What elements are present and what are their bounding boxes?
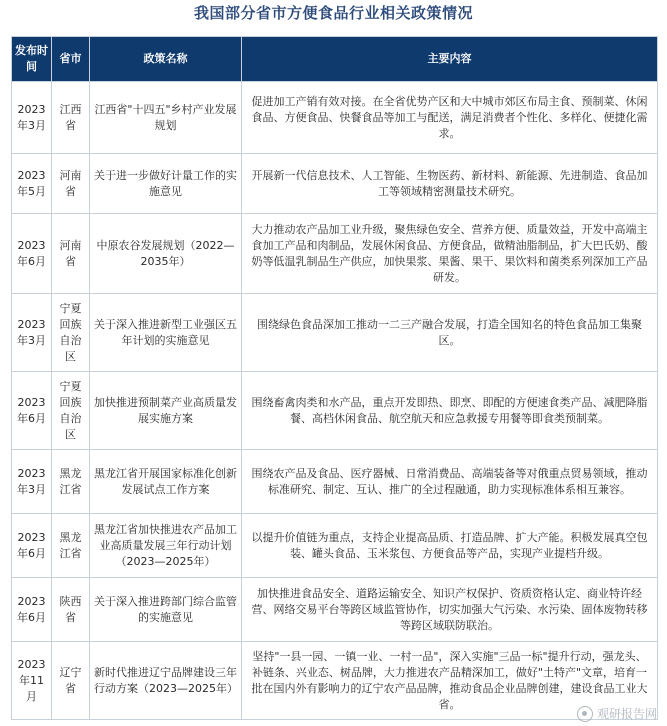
cell-policy: 关于进一步做好计量工作的实施意见 bbox=[90, 154, 242, 214]
header-date: 发布时间 bbox=[12, 37, 52, 82]
cell-province: 河南省 bbox=[52, 154, 90, 214]
cell-policy: 关于深入推进跨部门综合监管的实施意见 bbox=[90, 578, 242, 642]
cell-province: 宁夏回族自治区 bbox=[52, 372, 90, 450]
cell-date: 2023年3月 bbox=[12, 450, 52, 514]
cell-province: 宁夏回族自治区 bbox=[52, 294, 90, 372]
cell-date: 2023年3月 bbox=[12, 82, 52, 154]
cell-content: 围绕绿色食品深加工推动一二三产融合发展，打造全国知名的特色食品加工集聚区。 bbox=[242, 294, 658, 372]
cell-date: 2023年5月 bbox=[12, 154, 52, 214]
table-header-row bbox=[12, 37, 658, 82]
cell-content: 围绕畜禽肉类和水产品，重点开发即热、即烹、即配的方便速食类产品、减肥降脂餐、高档休闲食品、航空航天和应急救援专用餐等即食类预制菜。 bbox=[242, 372, 658, 450]
cell-date: 2023年11月 bbox=[12, 642, 52, 720]
cell-content: 坚持"一县一园、一镇一业、一村一品"，深入实施"三品一标"提升行动，强龙头、补链条、兴业态、树品牌，大力推进农产品精深加工，做好"土特产"文章，培育一批在国内外有影响力的辽宁农产品品牌，推动食品企业品牌创建，建设食品工业大省。 bbox=[242, 642, 658, 720]
cell-province: 江西省 bbox=[52, 82, 90, 154]
cell-province: 黑龙江省 bbox=[52, 514, 90, 578]
cell-date: 2023年3月 bbox=[12, 294, 52, 372]
cell-policy: 新时代推进辽宁品牌建设三年行动方案（2023—2025年） bbox=[90, 642, 242, 720]
cell-province: 辽宁省 bbox=[52, 642, 90, 720]
watermark bbox=[577, 705, 657, 722]
policy-table bbox=[11, 36, 658, 720]
cell-date: 2023年6月 bbox=[12, 514, 52, 578]
cell-date: 2023年6月 bbox=[12, 214, 52, 294]
header-policy: 政策名称 bbox=[90, 37, 242, 82]
cell-content: 促进加工产销有效对接。在全省优势产区和大中城市郊区布局主食、预制菜、休闲食品、方便食品、快餐食品等加工与配送，满足消费者个性化、多样化、便捷化需求。 bbox=[242, 82, 658, 154]
cell-policy: 中原农谷发展规划（2022—2035年） bbox=[90, 214, 242, 294]
table-row bbox=[12, 154, 658, 214]
table-row bbox=[12, 450, 658, 514]
table-row bbox=[12, 642, 658, 720]
header-content: 主要内容 bbox=[242, 37, 658, 82]
table-row bbox=[12, 294, 658, 372]
cell-date: 2023年6月 bbox=[12, 578, 52, 642]
cell-policy: 关于深入推进新型工业强区五年计划的实施意见 bbox=[90, 294, 242, 372]
page-title: 我国部分省市方便食品行业相关政策情况 bbox=[193, 4, 473, 22]
table-row bbox=[12, 578, 658, 642]
cell-policy: 加快推进预制菜产业高质量发展实施方案 bbox=[90, 372, 242, 450]
table-row bbox=[12, 514, 658, 578]
cell-policy: 江西省"十四五"乡村产业发展规划 bbox=[90, 82, 242, 154]
cell-policy: 黑龙江省加快推进农产品加工业高质量发展三年行动计划（2023—2025年） bbox=[90, 514, 242, 578]
cell-content: 以提升价值链为重点，支持企业提高品质、打造品牌、扩大产能。积极发展真空包装、罐头食品、玉米浆包、方便食品等产品，实现产业提档升级。 bbox=[242, 514, 658, 578]
table-row bbox=[12, 82, 658, 154]
cell-content: 加快推进食品安全、道路运输安全、知识产权保护、资质资格认定、商业特许经营、网络交易平台等跨区域监管协作，切实加强大气污染、水污染、固体废物转移等跨区域联防联治。 bbox=[242, 578, 658, 642]
table-row bbox=[12, 214, 658, 294]
cell-province: 河南省 bbox=[52, 214, 90, 294]
cell-content: 开展新一代信息技术、人工智能、生物医药、新材料、新能源、先进制造、食品加工等领域精密测量技术研究。 bbox=[242, 154, 658, 214]
cell-province: 陕西省 bbox=[52, 578, 90, 642]
cell-date: 2023年6月 bbox=[12, 372, 52, 450]
table-row bbox=[12, 372, 658, 450]
cell-province: 黑龙江省 bbox=[52, 450, 90, 514]
header-province: 省市 bbox=[52, 37, 90, 82]
watermark-logo-icon bbox=[577, 706, 593, 722]
cell-content: 围绕农产品及食品、医疗器械、日常消费品、高端装备等对俄重点贸易领域，推动标准研究、制定、互认、推广的全过程融通，助力实现标准体系相互兼容。 bbox=[242, 450, 658, 514]
cell-policy: 黑龙江省开展国家标准化创新发展试点工作方案 bbox=[90, 450, 242, 514]
watermark-text: 观研报告网 bbox=[596, 707, 657, 721]
cell-content: 大力推动农产品加工业升级，聚焦绿色安全、营养方便、质量效益，开发中高端主食加工产品和肉制品，发展休闲食品、方便食品，做精油脂制品，扩大巴氏奶、酸奶等低温乳制品生产供应，加快果浆、果酱、果干、果饮料和菌类系列深加工产品研发。 bbox=[242, 214, 658, 294]
